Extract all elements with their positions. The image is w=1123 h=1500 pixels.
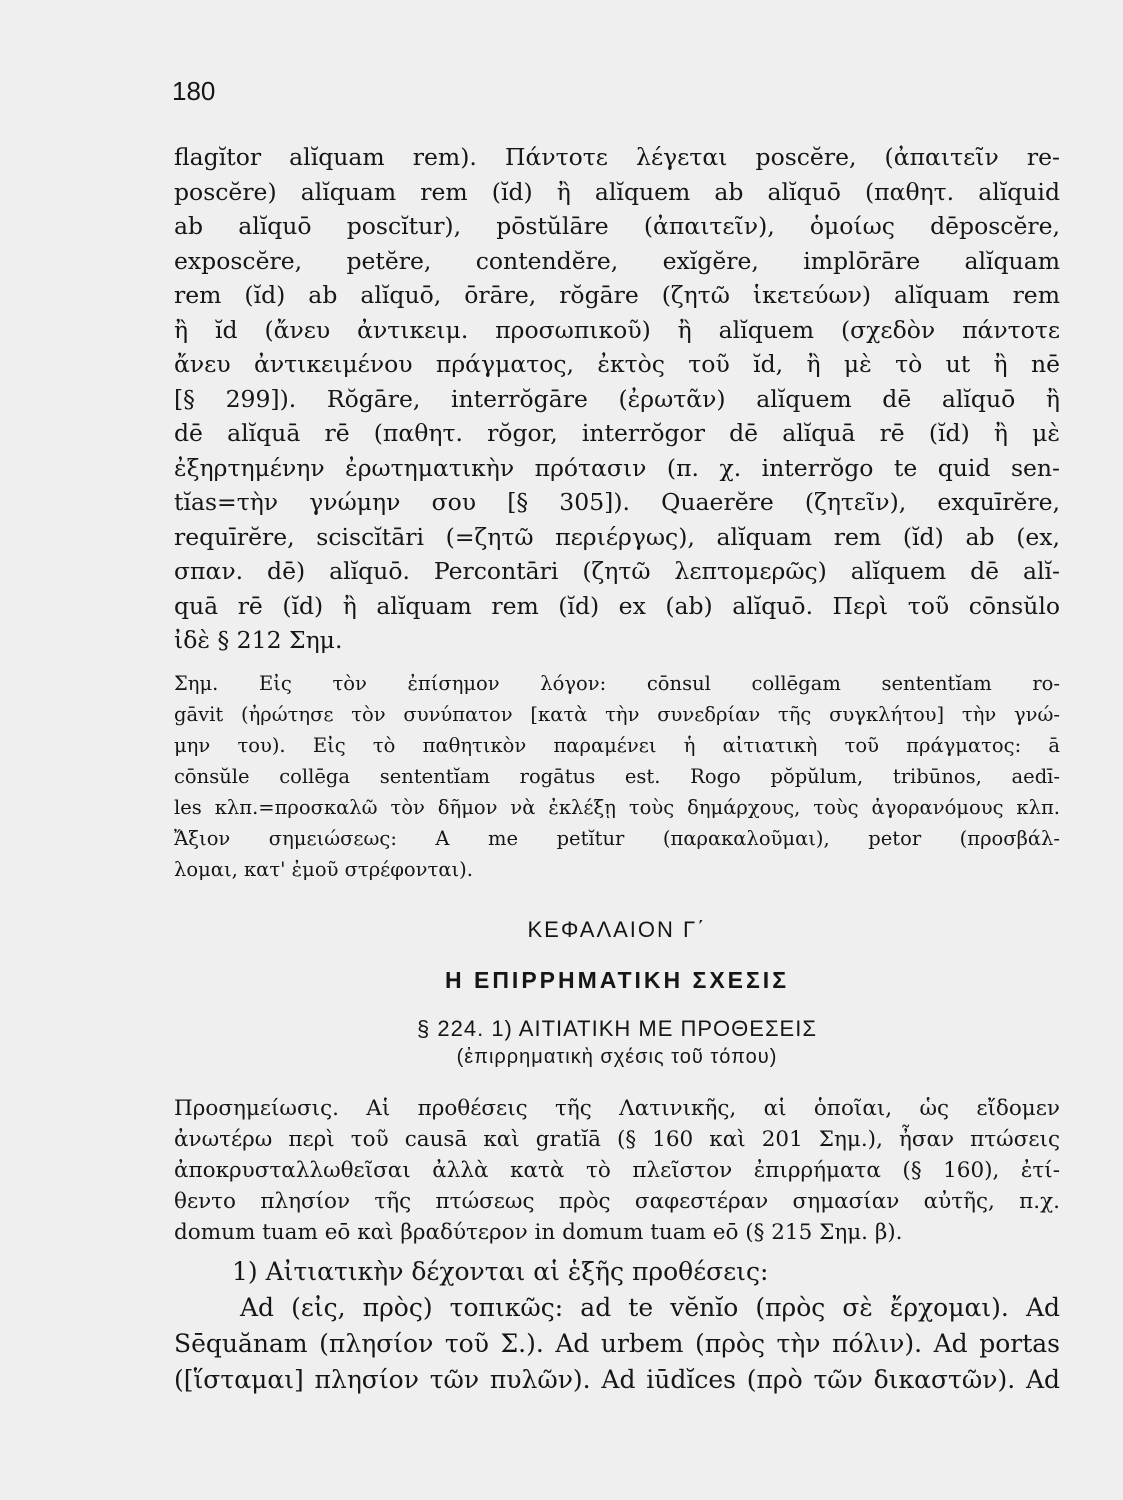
section-heading: § 224. 1) ΑΙΤΙΑΤΙΚΗ ΜΕ ΠΡΟΘΕΣΕΙΣ [417, 1015, 817, 1041]
text-line: ἀποκρυσταλλωθεῖσαι ἀλλὰ κατὰ τὸ πλεῖστον ἐπιρρήματα (§ 160), ἐτί- [174, 1157, 1060, 1183]
text-line: exposcĕre, petĕre, contendĕre, exĭgĕre, implōrāre alĭquam [174, 246, 1060, 275]
text-line: ἄνευ ἀντικειμένου πράγματος, ἐκτὸς τοῦ ĭd, ἢ μὲ τὸ ut ἢ nē [174, 350, 1060, 378]
note-line: λομαι, κατ' ἐμοῦ στρέφονται). [174, 857, 473, 881]
text-line: ([ἵσταμαι] πλησίον τῶν πυλῶν). Ad iūdĭces (πρὸ τῶν δικαστῶν). Ad [174, 1364, 1060, 1394]
main-paragraph [174, 140, 1060, 658]
note-line: Σημ. Εἰς τὸν ἐπίσημον λόγον: cōnsul collēgam sententĭam ro- [174, 671, 1060, 695]
text-line: quā rē (ĭd) ἢ alĭquam rem (ĭd) ex (ab) alĭquō. Περὶ τοῦ cōnsŭlo [174, 591, 1060, 620]
text-line: dē alĭquā rē (παθητ. rŏgor, interrŏgor dē alĭquā rē (ĭd) ἢ μὲ [174, 419, 1060, 447]
text-line: 1) Αἰτιατικὴν δέχονται αἱ ἑξῆς προθέσεις: [232, 1256, 769, 1286]
preposition-paragraph [174, 1254, 1060, 1398]
note-line: gāvit (ἠρώτησε τὸν συνύπατον [κατὰ τὴν συνεδρίαν τῆς συγκλήτου] τὴν γνώ- [174, 702, 1060, 726]
section-subtitle: (ἐπιρρηματικὴ σχέσις τοῦ τόπου) [456, 1045, 778, 1068]
text-line: tĭas=τὴν γνώμην σου [§ 305]). Quaerĕre (ζητεῖν), exquīrĕre, [174, 488, 1060, 516]
note-line: Ἄξιον σημειώσεως: A me petĭtur (παρακαλοῦμαι), petor (προσβάλ- [174, 826, 1060, 850]
text-line: ἢ ĭd (ἄνευ ἀντικειμ. προσωπικοῦ) ἢ alĭquem (σχεδὸν πάντοτε [174, 315, 1060, 344]
text-line: σπαν. dē) alĭquō. Percontāri (ζητῶ λεπτομερῶς) alĭquem dē alĭ- [174, 557, 1060, 585]
text-line: ἰδὲ § 212 Σημ. [174, 626, 343, 654]
text-line: domum tuam eō καὶ βραδύτερον in domum tuam eō (§ 215 Σημ. β). [174, 1219, 903, 1245]
text-line: ἐξηρτημένην ἐρωτηματικὴν πρότασιν (π. χ. interrŏgo te quid sen- [174, 453, 1060, 482]
text-line: flagĭtor alĭquam rem). Πάντοτε λέγεται poscĕre, (ἀπαιτεῖν re- [174, 143, 1060, 171]
note-line: μην του). Εἰς τὸ παθητικὸν παραμένει ἡ αἰτιατικὴ τοῦ πράγματος: ā [174, 733, 1060, 757]
text-line: requīrĕre, sciscĭtāri (=ζητῶ περιέργως), alĭquam rem (ĭd) ab (ex, [174, 522, 1060, 551]
note-paragraph [174, 668, 1060, 885]
text-line: Προσημείωσις. Αἱ προθέσεις τῆς Λατινικῆς, αἱ ὁποῖαι, ὡς εἴδομεν [174, 1095, 1060, 1121]
text-line: θεντο πλησίον τῆς πτώσεως πρὸς σαφεστέραν σημασίαν αὐτῆς, π.χ. [174, 1188, 1060, 1214]
chapter-label: ΚΕΦΑΛΑΙΟΝ Γ΄ [527, 916, 707, 942]
text-line: Sēquănam (πλησίον τοῦ Σ.). Ad urbem (πρὸς τὴν πόλιν). Ad portas [174, 1328, 1060, 1358]
note-line: les κλπ.=προσκαλῶ τὸν δῆμον νὰ ἐκλέξῃ τοὺς δημάρχους, τοὺς ἀγορανόμους κλπ. [174, 795, 1060, 819]
intro-paragraph [174, 1093, 1060, 1248]
text-line: Ad (εἰς, πρὸς) τοπικῶς: ad te vĕnĭo (πρὸς σὲ ἔρχομαι). Ad [240, 1292, 1060, 1322]
text-line: poscĕre) alĭquam rem (ĭd) ἢ alĭquem ab alĭquō (παθητ. alĭquid [174, 177, 1060, 206]
text-line: rem (ĭd) ab alĭquō, ōrāre, rŏgāre (ζητῶ ἱκετεύων) alĭquam rem [174, 281, 1060, 309]
chapter-title: Η ΕΠΙΡΡΗΜΑΤΙΚΗ ΣΧΕΣΙΣ [444, 966, 790, 993]
note-line: cōnsŭle collēga sententĭam rogātus est. Rogo pŏpŭlum, tribūnos, aedī- [174, 764, 1060, 788]
page-number: 180 [172, 76, 216, 106]
body-text [174, 140, 1060, 1398]
text-line: [§ 299]). Rŏgāre, interrŏgāre (ἐρωτᾶν) alĭquem dē alĭquō ἢ [174, 384, 1060, 413]
text-line: ἀνωτέρω περὶ τοῦ causā καὶ gratĭā (§ 160 καὶ 201 Σημ.), ἦσαν πτώσεις [174, 1126, 1060, 1152]
text-line: ab alĭquō poscĭtur), pōstŭlāre (ἀπαιτεῖν), ὁμοίως dēposcĕre, [174, 212, 1060, 240]
